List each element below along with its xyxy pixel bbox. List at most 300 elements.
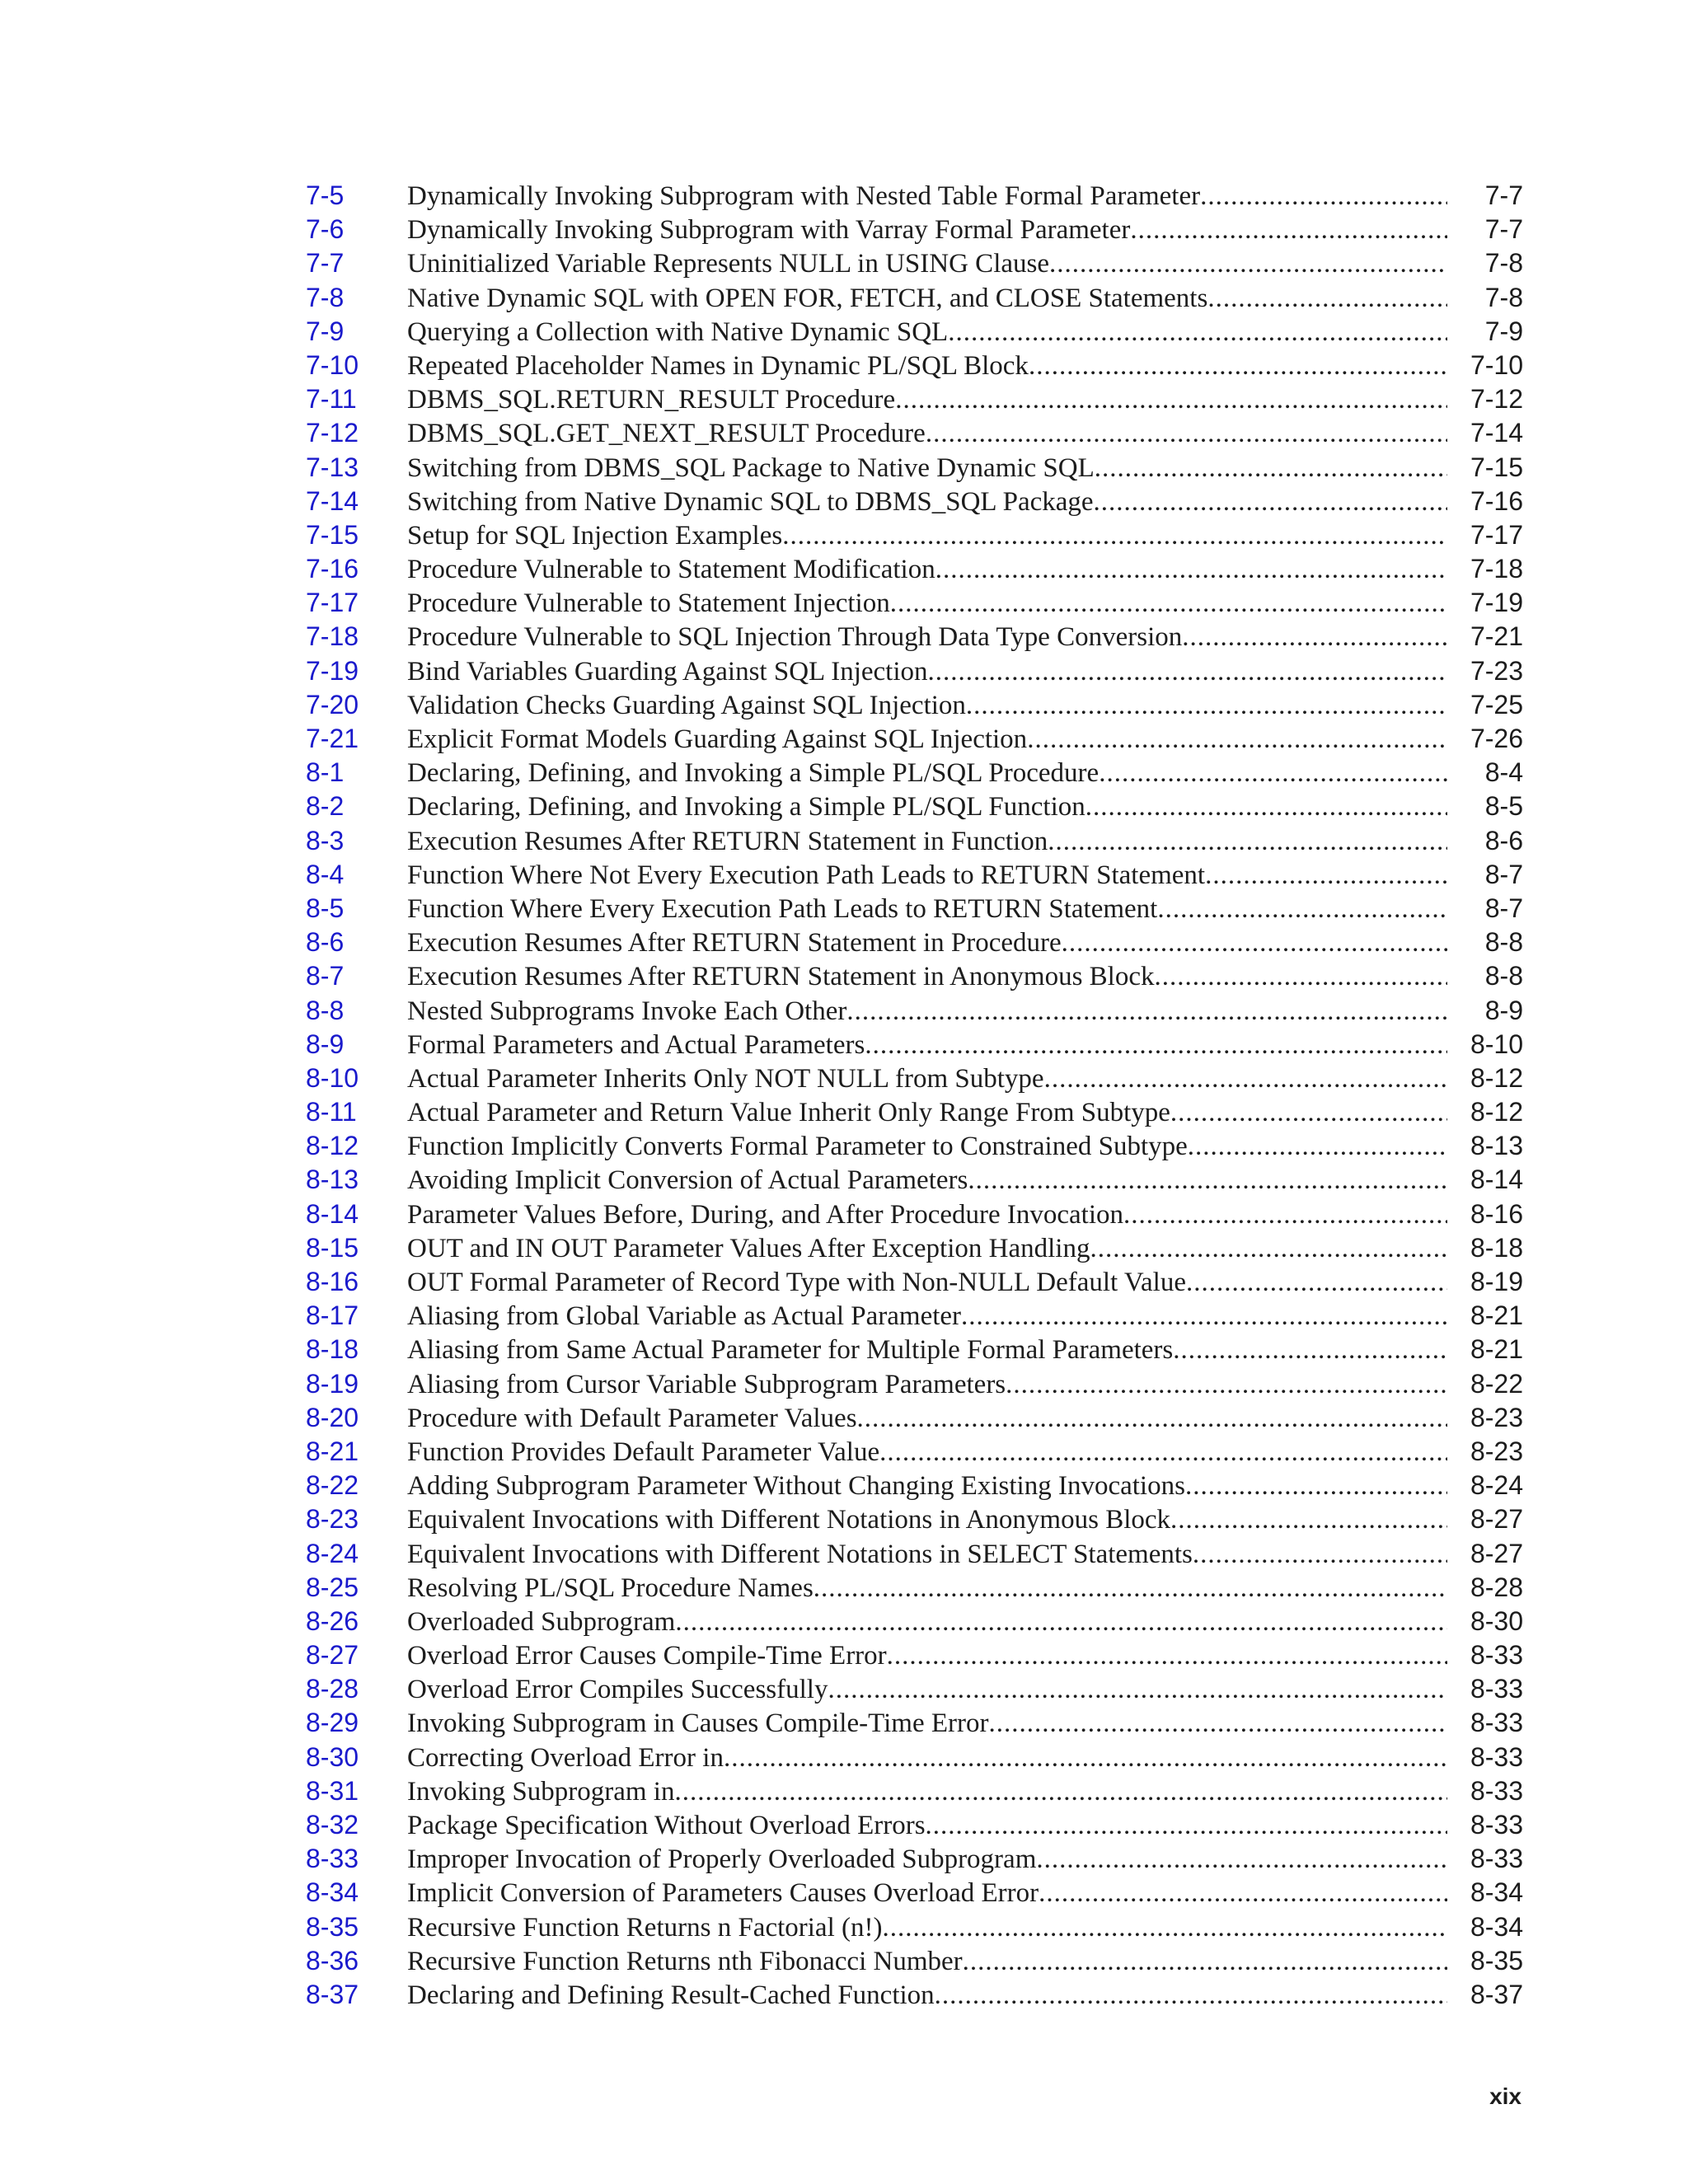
entry-title-wrap xyxy=(407,1402,1465,1436)
dot-leader xyxy=(675,1605,1447,1639)
example-number-link[interactable]: 8-4 xyxy=(306,859,345,889)
example-title[interactable]: Nested Subprograms Invoke Each Other xyxy=(407,996,847,1026)
toc-entry[interactable] xyxy=(306,1062,1523,1095)
page-reference[interactable]: 7-17 xyxy=(1470,519,1523,550)
example-number-link[interactable]: 8-2 xyxy=(306,791,345,822)
page-reference[interactable]: 8-9 xyxy=(1484,995,1523,1025)
entry-title-wrap xyxy=(407,349,1465,383)
entry-title-wrap xyxy=(407,213,1465,247)
entry-title-wrap xyxy=(407,587,1465,621)
example-number-link[interactable]: 8-26 xyxy=(306,1605,359,1636)
toc-entry[interactable] xyxy=(306,1435,1523,1469)
toc-entry[interactable] xyxy=(306,858,1523,892)
page-reference[interactable]: 8-21 xyxy=(1470,1334,1523,1365)
page-reference[interactable]: 8-35 xyxy=(1470,1945,1523,1975)
toc-entry[interactable] xyxy=(306,1299,1523,1333)
entry-title-wrap xyxy=(407,1130,1465,1164)
entry-title-wrap xyxy=(407,621,1465,654)
toc-entry[interactable] xyxy=(306,1571,1523,1605)
dot-leader xyxy=(966,689,1447,723)
toc-entry[interactable] xyxy=(306,1741,1523,1774)
toc-entry[interactable] xyxy=(306,1605,1523,1638)
dot-leader xyxy=(963,1945,1447,1979)
dot-leader xyxy=(1205,859,1447,893)
example-title[interactable]: Actual Parameter and Return Value Inherit Only Range From Subtype xyxy=(407,1098,1170,1128)
page-reference[interactable]: 8-33 xyxy=(1470,1741,1523,1772)
page-reference[interactable]: 7-8 xyxy=(1484,282,1523,312)
example-title[interactable]: Declaring, Defining, and Invoking a Simple PL/SQL Function xyxy=(407,792,1085,823)
example-number-link[interactable]: 7-5 xyxy=(306,180,345,210)
example-number-link[interactable]: 8-3 xyxy=(306,825,345,855)
page-reference[interactable]: 7-7 xyxy=(1484,180,1523,210)
dot-leader xyxy=(895,383,1447,417)
dot-leader xyxy=(1155,960,1448,994)
example-title[interactable]: Querying a Collection with Native Dynamic SQL xyxy=(407,316,949,347)
example-title[interactable]: Procedure with Default Parameter Values xyxy=(407,1403,857,1433)
dot-leader xyxy=(1186,1266,1447,1300)
example-title[interactable]: Switching from DBMS_SQL Package to Native Dynamic SQL xyxy=(407,452,1095,483)
entry-title-wrap xyxy=(407,926,1465,960)
page-reference[interactable]: 8-28 xyxy=(1470,1572,1523,1602)
toc-entry[interactable] xyxy=(306,756,1523,790)
entry-title-wrap xyxy=(407,960,1465,994)
page-reference[interactable]: 8-34 xyxy=(1470,1911,1523,1942)
toc-entry[interactable] xyxy=(306,1367,1523,1401)
entry-title-wrap xyxy=(407,247,1465,281)
example-title[interactable]: Execution Resumes After RETURN Statement in Function xyxy=(407,826,1048,856)
dot-leader xyxy=(1049,247,1447,281)
toc-entry[interactable] xyxy=(306,382,1523,416)
dot-leader xyxy=(988,1707,1447,1741)
example-number-link[interactable]: 8-1 xyxy=(306,757,345,788)
entry-title-wrap xyxy=(407,1877,1465,1910)
example-number-link[interactable]: 7-6 xyxy=(306,214,345,245)
entry-title-wrap xyxy=(407,1572,1465,1605)
example-number-link[interactable]: 7-12 xyxy=(306,418,359,448)
toc-entry[interactable] xyxy=(306,1944,1523,1978)
entry-title-wrap xyxy=(407,1605,1465,1639)
example-number-link[interactable]: 8-11 xyxy=(306,1097,357,1127)
example-title[interactable]: Explicit Format Models Guarding Against SQL Injection xyxy=(407,724,1028,754)
example-number-link[interactable]: 8-25 xyxy=(306,1572,359,1602)
list-of-examples xyxy=(306,179,1523,2012)
example-title[interactable]: Avoiding Implicit Conversion of Actual Parameters xyxy=(407,1165,968,1196)
page-number: xix xyxy=(1489,2083,1522,2109)
page-reference[interactable]: 8-12 xyxy=(1470,1097,1523,1127)
toc-entry[interactable] xyxy=(306,485,1523,518)
entry-title-wrap xyxy=(407,1198,1465,1232)
toc-entry[interactable] xyxy=(306,926,1523,959)
dot-leader xyxy=(1207,282,1447,316)
page-reference[interactable]: 7-9 xyxy=(1484,316,1523,346)
example-title[interactable]: Procedure Vulnerable to Statement Modification xyxy=(407,555,935,585)
toc-entry[interactable] xyxy=(306,518,1523,552)
page-reference[interactable]: 8-7 xyxy=(1484,893,1523,923)
example-title[interactable]: Formal Parameters and Actual Parameters xyxy=(407,1029,865,1060)
toc-entry[interactable] xyxy=(306,1129,1523,1163)
entry-title-wrap xyxy=(407,1911,1465,1945)
toc-entry[interactable] xyxy=(306,1469,1523,1502)
dot-leader xyxy=(961,1300,1447,1333)
example-title[interactable]: Dynamically Invoking Subprogram with Nested Table Formal Parameter xyxy=(407,181,1201,211)
page-reference[interactable]: 8-27 xyxy=(1470,1538,1523,1568)
page-reference[interactable]: 8-24 xyxy=(1470,1470,1523,1501)
entry-title-wrap xyxy=(407,1368,1465,1402)
example-number-link[interactable]: 7-21 xyxy=(306,724,359,753)
page-reference[interactable]: 8-10 xyxy=(1470,1029,1523,1059)
toc-entry[interactable] xyxy=(306,1095,1523,1129)
page-reference[interactable]: 8-33 xyxy=(1470,1844,1523,1874)
page-reference[interactable]: 8-16 xyxy=(1470,1198,1523,1229)
example-number-link[interactable]: 8-33 xyxy=(306,1844,359,1874)
toc-entry[interactable] xyxy=(306,281,1523,315)
page-reference[interactable]: 8-14 xyxy=(1470,1165,1523,1195)
page-reference[interactable]: 8-30 xyxy=(1470,1605,1523,1636)
toc-entry[interactable] xyxy=(306,349,1523,382)
example-number-link[interactable]: 8-12 xyxy=(306,1131,359,1161)
toc-entry[interactable] xyxy=(306,892,1523,926)
entry-title-wrap xyxy=(407,1979,1465,2013)
page-reference[interactable]: 8-33 xyxy=(1470,1810,1523,1840)
dot-leader xyxy=(1099,757,1447,790)
example-title[interactable]: Overload Error Causes Compile-Time Error xyxy=(407,1641,887,1671)
example-title[interactable]: Validation Checks Guarding Against SQL Injection xyxy=(407,690,966,720)
toc-entry[interactable] xyxy=(306,179,1523,213)
dot-leader xyxy=(1085,790,1447,824)
example-title[interactable]: Adding Subprogram Parameter Without Changing Existing Invocations xyxy=(407,1471,1185,1502)
example-number-link[interactable]: 8-35 xyxy=(306,1911,359,1942)
page-reference[interactable]: 7-25 xyxy=(1470,689,1523,719)
example-title[interactable]: Equivalent Invocations with Different Notations in SELECT Statements xyxy=(407,1539,1193,1569)
toc-entry[interactable] xyxy=(306,790,1523,823)
dot-leader xyxy=(1170,1503,1447,1537)
dot-leader xyxy=(1123,1198,1447,1232)
example-title[interactable]: Execution Resumes After RETURN Statement in Procedure xyxy=(407,928,1062,958)
toc-entry[interactable] xyxy=(306,1638,1523,1672)
dot-leader xyxy=(857,1402,1447,1436)
example-number-link[interactable]: 8-31 xyxy=(306,1775,359,1806)
dot-leader xyxy=(1006,1368,1447,1402)
example-number-link[interactable]: 7-11 xyxy=(306,384,357,415)
entry-title-wrap xyxy=(407,995,1465,1029)
example-number-link[interactable]: 8-36 xyxy=(306,1945,359,1975)
example-number-link[interactable]: 8-30 xyxy=(306,1741,359,1772)
toc-entry[interactable] xyxy=(306,1231,1523,1265)
example-title[interactable]: Recursive Function Returns n Factorial (n!) xyxy=(407,1912,883,1943)
entry-title-wrap xyxy=(407,452,1465,485)
dot-leader xyxy=(1094,485,1447,519)
toc-entry[interactable] xyxy=(306,1265,1523,1299)
dot-leader xyxy=(1044,1062,1447,1096)
page-reference[interactable]: 8-4 xyxy=(1484,757,1523,788)
entry-title-wrap xyxy=(407,417,1465,451)
page-reference[interactable]: 7-14 xyxy=(1470,418,1523,448)
dot-leader xyxy=(926,417,1447,451)
page-reference[interactable]: 8-34 xyxy=(1470,1877,1523,1908)
page-reference[interactable]: 7-8 xyxy=(1484,248,1523,279)
dot-leader xyxy=(948,316,1447,349)
dot-leader xyxy=(1062,926,1447,960)
example-number-link[interactable]: 8-27 xyxy=(306,1640,359,1671)
example-title[interactable]: DBMS_SQL.GET_NEXT_RESULT Procedure xyxy=(407,419,926,449)
dot-leader xyxy=(1157,893,1447,926)
example-number-link[interactable]: 7-7 xyxy=(306,248,345,279)
entry-title-wrap xyxy=(407,1029,1465,1062)
example-number-link[interactable]: 8-18 xyxy=(306,1334,359,1365)
entry-title-wrap xyxy=(407,1843,1465,1877)
page-reference[interactable]: 8-33 xyxy=(1470,1775,1523,1806)
example-title[interactable]: Aliasing from Cursor Variable Subprogram Parameters xyxy=(407,1369,1006,1399)
example-number-link[interactable]: 8-10 xyxy=(306,1062,359,1093)
entry-title-wrap xyxy=(407,1469,1465,1503)
dot-leader xyxy=(1182,621,1447,654)
entry-title-wrap xyxy=(407,1300,1465,1333)
toc-entry[interactable] xyxy=(306,1672,1523,1706)
toc-entry[interactable] xyxy=(306,246,1523,280)
example-title[interactable]: Dynamically Invoking Subprogram with Varray Formal Parameter xyxy=(407,215,1131,246)
page-reference[interactable]: 8-33 xyxy=(1470,1640,1523,1671)
example-title[interactable]: Function Where Every Execution Path Leads to RETURN Statement xyxy=(407,893,1158,924)
example-title[interactable]: Improper Invocation of Properly Overloaded Subprogram xyxy=(407,1844,1037,1875)
example-title[interactable]: Invoking Subprogram in xyxy=(407,1776,675,1807)
toc-entry[interactable] xyxy=(306,1876,1523,1910)
example-title[interactable]: Bind Variables Guarding Against SQL Injection xyxy=(407,656,928,687)
dot-leader xyxy=(1036,1843,1447,1877)
page-reference[interactable]: 8-27 xyxy=(1470,1504,1523,1535)
toc-entry[interactable] xyxy=(306,959,1523,993)
dot-leader xyxy=(1173,1333,1447,1367)
example-number-link[interactable]: 8-21 xyxy=(306,1436,359,1466)
example-title[interactable]: Native Dynamic SQL with OPEN FOR, FETCH, and CLOSE Statements xyxy=(407,283,1208,313)
example-number-link[interactable]: 8-28 xyxy=(306,1674,359,1704)
example-number-link[interactable]: 8-20 xyxy=(306,1402,359,1432)
example-title[interactable]: OUT Formal Parameter of Record Type with Non-NULL Default Value xyxy=(407,1268,1186,1297)
dot-leader xyxy=(926,1809,1447,1843)
toc-entry[interactable] xyxy=(306,1537,1523,1571)
toc-entry[interactable] xyxy=(306,1808,1523,1842)
example-number-link[interactable]: 7-15 xyxy=(306,519,359,550)
toc-entry[interactable] xyxy=(306,688,1523,722)
dot-leader xyxy=(1039,1877,1447,1910)
example-title[interactable]: Equivalent Invocations with Different Notations in Anonymous Block xyxy=(407,1505,1171,1535)
example-number-link[interactable]: 7-14 xyxy=(306,485,359,516)
entry-title-wrap xyxy=(407,1639,1465,1673)
entry-title-wrap xyxy=(407,1333,1465,1367)
example-title[interactable]: Execution Resumes After RETURN Statement in Anonymous Block xyxy=(407,962,1155,992)
example-number-link[interactable]: 7-17 xyxy=(306,588,359,618)
toc-entry[interactable] xyxy=(306,1502,1523,1536)
example-number-link[interactable]: 8-37 xyxy=(306,1979,359,2009)
toc-entry[interactable] xyxy=(306,1910,1523,1944)
example-number-link[interactable]: 7-20 xyxy=(306,689,359,719)
page-reference[interactable]: 8-19 xyxy=(1470,1267,1523,1296)
toc-entry[interactable] xyxy=(306,552,1523,586)
toc-entry[interactable] xyxy=(306,416,1523,450)
dot-leader xyxy=(846,995,1447,1029)
dot-leader xyxy=(890,587,1447,621)
entry-title-wrap xyxy=(407,1503,1465,1537)
example-number-link[interactable]: 8-23 xyxy=(306,1504,359,1535)
page-reference[interactable]: 7-10 xyxy=(1470,349,1523,380)
entry-title-wrap xyxy=(407,1062,1465,1096)
example-title[interactable]: Invoking Subprogram in Causes Compile-Time Error xyxy=(407,1708,989,1739)
example-title[interactable]: Procedure Vulnerable to Statement Injection xyxy=(407,588,890,619)
example-number-link[interactable]: 7-18 xyxy=(306,621,359,652)
entry-title-wrap xyxy=(407,1809,1465,1843)
page-reference[interactable]: 7-23 xyxy=(1470,655,1523,686)
example-number-link[interactable]: 7-16 xyxy=(306,554,359,584)
example-number-link[interactable]: 7-19 xyxy=(306,655,359,686)
page-reference[interactable]: 8-21 xyxy=(1470,1301,1523,1331)
toc-entry[interactable] xyxy=(306,1774,1523,1808)
toc-entry[interactable] xyxy=(306,1197,1523,1231)
example-title[interactable]: Package Specification Without Overload Errors xyxy=(407,1811,926,1840)
page-reference[interactable]: 8-33 xyxy=(1470,1674,1523,1704)
entry-title-wrap xyxy=(407,757,1465,790)
example-title[interactable]: Overloaded Subprogram xyxy=(407,1606,676,1637)
example-title[interactable]: OUT and IN OUT Parameter Values After Exception Handling xyxy=(407,1233,1090,1263)
entry-title-wrap xyxy=(407,1945,1465,1979)
example-title[interactable]: Declaring and Defining Result-Cached Function xyxy=(407,1980,935,2010)
example-number-link[interactable]: 8-7 xyxy=(306,961,345,991)
page-reference[interactable]: 8-18 xyxy=(1470,1232,1523,1263)
entry-title-wrap xyxy=(407,553,1465,587)
toc-entry[interactable] xyxy=(306,824,1523,858)
toc-entry[interactable] xyxy=(306,654,1523,688)
example-title[interactable]: Declaring, Defining, and Invoking a Simple PL/SQL Procedure xyxy=(407,758,1100,789)
example-number-link[interactable]: 7-9 xyxy=(306,316,345,346)
dot-leader xyxy=(882,1911,1447,1945)
example-number-link[interactable]: 8-9 xyxy=(306,1029,345,1059)
toc-entry[interactable] xyxy=(306,1706,1523,1740)
toc-entry[interactable] xyxy=(306,620,1523,654)
dot-leader xyxy=(887,1639,1447,1673)
example-number-link[interactable]: 8-34 xyxy=(306,1877,359,1908)
example-title[interactable]: Switching from Native Dynamic SQL to DBMS_SQL Package xyxy=(407,486,1094,517)
entry-title-wrap xyxy=(407,282,1465,316)
toc-entry[interactable] xyxy=(306,722,1523,756)
toc-entry[interactable] xyxy=(306,1028,1523,1062)
example-number-link[interactable]: 8-16 xyxy=(306,1267,359,1296)
page-reference[interactable]: 8-7 xyxy=(1484,859,1523,889)
example-number-link[interactable]: 7-8 xyxy=(306,282,345,312)
example-number-link[interactable]: 8-14 xyxy=(306,1198,359,1229)
toc-entry[interactable] xyxy=(306,315,1523,349)
example-title[interactable]: Aliasing from Same Actual Parameter for Multiple Formal Parameters xyxy=(407,1335,1174,1366)
dot-leader xyxy=(1185,1469,1447,1503)
toc-entry[interactable] xyxy=(306,1401,1523,1435)
page-reference[interactable]: 8-13 xyxy=(1470,1131,1523,1161)
example-title[interactable]: DBMS_SQL.RETURN_RESULT Procedure xyxy=(407,385,896,415)
example-number-link[interactable]: 7-13 xyxy=(306,452,359,482)
page-reference[interactable]: 7-7 xyxy=(1484,214,1523,245)
toc-entry[interactable] xyxy=(306,994,1523,1028)
toc-entry[interactable] xyxy=(306,1842,1523,1876)
page-reference[interactable]: 7-19 xyxy=(1470,588,1523,618)
page-reference[interactable]: 8-8 xyxy=(1484,927,1523,958)
page-reference[interactable]: 7-21 xyxy=(1470,621,1523,652)
dot-leader xyxy=(935,553,1447,587)
page-reference[interactable]: 7-18 xyxy=(1470,554,1523,584)
example-number-link[interactable]: 8-17 xyxy=(306,1301,359,1331)
example-title[interactable]: Repeated Placeholder Names in Dynamic PL/SQL Block xyxy=(407,350,1029,381)
dot-leader xyxy=(1048,825,1447,859)
page-reference[interactable]: 8-23 xyxy=(1470,1402,1523,1432)
toc-entry[interactable] xyxy=(306,1163,1523,1197)
toc-entry[interactable] xyxy=(306,1333,1523,1366)
page-reference[interactable]: 7-26 xyxy=(1470,724,1523,753)
page-reference[interactable]: 8-5 xyxy=(1484,791,1523,822)
entry-title-wrap xyxy=(407,1266,1465,1300)
toc-entry[interactable] xyxy=(306,451,1523,485)
example-number-link[interactable]: 8-24 xyxy=(306,1538,359,1568)
dot-leader xyxy=(1200,180,1447,213)
example-number-link[interactable]: 8-22 xyxy=(306,1470,359,1501)
example-number-link[interactable]: 8-29 xyxy=(306,1708,359,1738)
example-title[interactable]: Actual Parameter Inherits Only NOT NULL from Subtype xyxy=(407,1063,1044,1094)
page-reference[interactable]: 7-15 xyxy=(1470,452,1523,482)
toc-entry[interactable] xyxy=(306,586,1523,620)
entry-title-wrap xyxy=(407,825,1465,859)
entry-title-wrap xyxy=(407,790,1465,824)
example-number-link[interactable]: 8-32 xyxy=(306,1810,359,1840)
entry-title-wrap xyxy=(407,689,1465,723)
example-title[interactable]: Resolving PL/SQL Procedure Names xyxy=(407,1572,814,1603)
example-number-link[interactable]: 7-10 xyxy=(306,349,359,380)
example-number-link[interactable]: 8-13 xyxy=(306,1165,359,1195)
entry-title-wrap xyxy=(407,893,1465,926)
example-title[interactable]: Overload Error Compiles Successfully xyxy=(407,1675,828,1705)
example-title[interactable]: Correcting Overload Error in xyxy=(407,1742,724,1773)
page-reference[interactable]: 7-16 xyxy=(1470,485,1523,516)
entry-title-wrap xyxy=(407,383,1465,417)
dot-leader xyxy=(1188,1130,1447,1164)
example-title[interactable]: Uninitialized Variable Represents NULL in USING Clause xyxy=(407,249,1049,279)
page-reference[interactable]: 7-12 xyxy=(1470,384,1523,415)
page-reference[interactable]: 8-6 xyxy=(1484,825,1523,855)
entry-title-wrap xyxy=(407,1232,1465,1266)
example-number-link[interactable]: 8-19 xyxy=(306,1368,359,1399)
example-title[interactable]: Function Provides Default Parameter Value xyxy=(407,1436,880,1467)
example-number-link[interactable]: 8-8 xyxy=(306,995,345,1025)
page-reference[interactable]: 8-22 xyxy=(1470,1368,1523,1399)
page-reference[interactable]: 8-12 xyxy=(1470,1062,1523,1093)
example-title[interactable]: Function Where Not Every Execution Path Leads to RETURN Statement xyxy=(407,860,1206,890)
page-reference[interactable]: 8-37 xyxy=(1470,1979,1523,2009)
dot-leader xyxy=(724,1741,1447,1775)
example-title[interactable]: Recursive Function Returns nth Fibonacci Number xyxy=(407,1946,963,1976)
example-number-link[interactable]: 8-6 xyxy=(306,927,345,958)
example-title[interactable]: Implicit Conversion of Parameters Causes Overload Error xyxy=(407,1878,1039,1909)
example-title[interactable]: Parameter Values Before, During, and After Procedure Invocation xyxy=(407,1199,1124,1230)
page-reference[interactable]: 8-8 xyxy=(1484,961,1523,991)
example-number-link[interactable]: 8-5 xyxy=(306,893,345,923)
example-number-link[interactable]: 8-15 xyxy=(306,1232,359,1263)
dot-leader xyxy=(1029,349,1447,383)
toc-entry[interactable] xyxy=(306,213,1523,246)
page-reference[interactable]: 8-33 xyxy=(1470,1708,1523,1738)
toc-entry[interactable] xyxy=(306,1978,1523,2012)
example-title[interactable]: Setup for SQL Injection Examples xyxy=(407,520,783,551)
example-title[interactable]: Procedure Vulnerable to SQL Injection Through Data Type Conversion xyxy=(407,622,1183,653)
example-title[interactable]: Aliasing from Global Variable as Actual Parameter xyxy=(407,1301,962,1332)
example-title[interactable]: Function Implicitly Converts Formal Parameter to Constrained Subtype xyxy=(407,1132,1188,1162)
dot-leader xyxy=(1130,213,1447,247)
dot-leader xyxy=(1027,723,1447,757)
page-reference[interactable]: 8-23 xyxy=(1470,1436,1523,1466)
entry-title-wrap xyxy=(407,485,1465,519)
dot-leader xyxy=(1193,1538,1447,1572)
